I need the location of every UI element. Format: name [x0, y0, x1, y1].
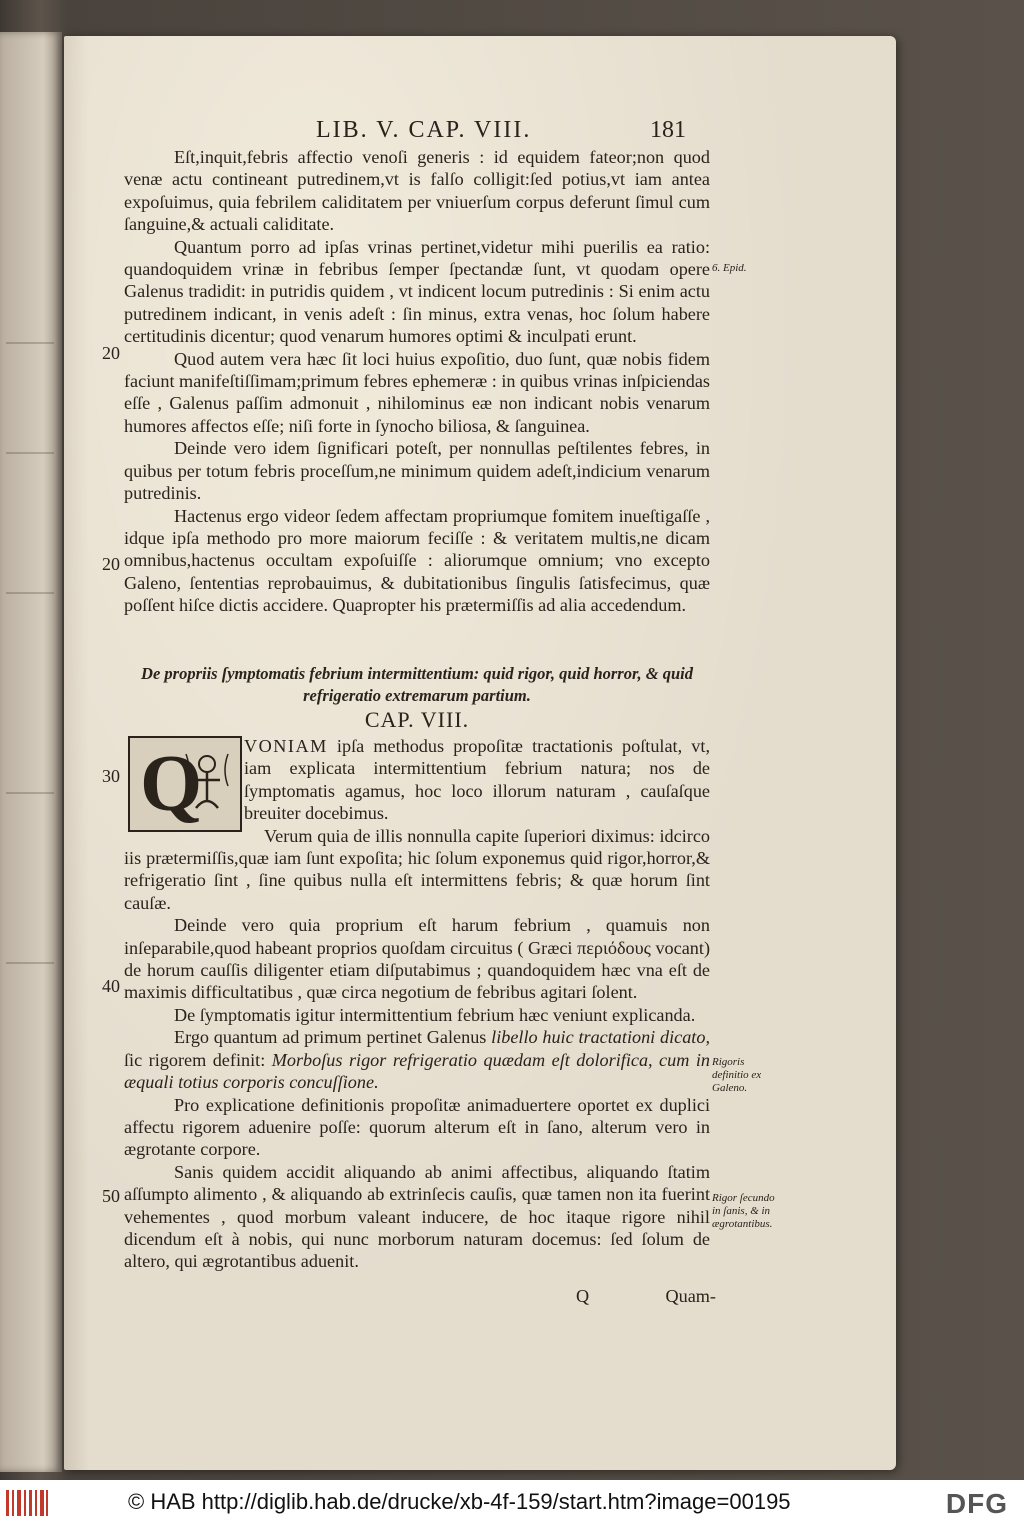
footer-bar — [0, 1480, 1024, 1526]
paragraph: Verum quia de illis nonnulla capite ſuperiori diximus: idcirco iis prætermiſſis,quæ iam ſunt expoſita; hic ſolum exponemus quid rigor,horror,& refrigeratio ſint , ſine quibus nulla eſt intermittens febris; & quæ horum ſint cauſæ. — [124, 825, 710, 913]
line-number: 20 — [102, 343, 120, 363]
show-through-line — [6, 792, 54, 794]
decorated-initial — [128, 736, 242, 832]
paragraph: Pro explicatione definitionis propoſitæ animaduertere oportet ex duplici affectu rigorem aduenire poſſe: quorum alterum eſt in ſano, alterum vero in ægrotante corpore. — [124, 1094, 710, 1160]
running-head-title: LIB. V. CAP. VIII. — [316, 117, 532, 143]
line-number: 20 — [102, 554, 120, 574]
margin-note: Rigoris definitio ex Galeno. — [712, 1056, 762, 1094]
paragraph: Quantum porro ad ipſas vrinas pertinet,videtur mihi puerilis ea ratio: quandoquidem vrinæ in febribus ſemper ſpectandæ ſunt, vt quodam opere Galenus tradidit: in putridis quidem , vt indicent locum putredinis : Si enim actu putredinem indicant, in venis adeſt : ſin minus, extra venas, hoc ſolum habere certitudinis dicentur; quod venarum humores optimi & inculpati erunt. — [124, 236, 710, 347]
show-through-line — [6, 342, 54, 344]
show-through-line — [6, 592, 54, 594]
initial-ornament-icon — [182, 750, 232, 816]
text-run: ſic rigorem definit: — [124, 1049, 272, 1070]
italic-run: libello huic tractationi dicato, — [491, 1027, 710, 1048]
barcode-icon — [6, 1490, 48, 1516]
paragraph: Quod autem vera hæc ſit loci huius expoſitio, duo ſunt, quæ nobis fidem faciunt manifeſtiſſimam;primum febres ephemeræ : in quibus vrinas inſpiciendas eſſe , Galenus paſſim admonuit , nihilominus eæ non indicant nobis venarum humores affectos eſſe; niſi forte in ſynocho biliosa, & ſanguinea. — [124, 348, 710, 436]
copyright-url[interactable]: © HAB http://diglib.hab.de/drucke/xb-4f-159/start.htm?image=00195 — [128, 1489, 791, 1514]
section-heading — [124, 663, 710, 707]
dfg-logo: DFG — [945, 1488, 1008, 1519]
body-text — [124, 146, 710, 617]
margin-note: 6. Epid. — [712, 262, 747, 274]
line-number: 30 — [102, 766, 120, 786]
line-number: 50 — [102, 1186, 120, 1206]
paragraph — [124, 1026, 710, 1093]
chapter-title: CAP. VIII. — [364, 707, 470, 732]
paragraph: Sanis quidem accidit aliquando ab animi affectibus, aliquando ſtatim aſſumpto alimento , & aliquando ab extrinſecis cauſis, quæ tamen non ita fuerint vehementes , quod morbum valeant inducere, de hoc itaque rigore nihil dicendum eſt à nobis, qui nunc morborum naturam docemus: ſed ſolum de altero, qui ægrotantibus aduenit. — [124, 1161, 710, 1272]
catchword: Quam- — [665, 1286, 716, 1306]
section-heading-line: De propriis ſymptomatis febrium intermittentium: quid rigor, quid horror, & quid — [141, 664, 693, 683]
page-number: 181 — [650, 117, 686, 143]
line-number: 40 — [102, 976, 120, 996]
paragraph: Hactenus ergo videor ſedem affectam propriumque fomitem inueſtigaſſe , idque ipſa methodo pro more maiorum feciſſe : & veritatem multis,ne dicam omnibus,hactenus occultam expoſuiſſe : aliorumque omnium; vno excepto Galeno, ſententias reprobauimus, & dubitationibus ſingulis ſatisfecimus, quæ poſſent hiſce dictis accidere. Quapropter his prætermiſſis ad alia accedendum. — [124, 505, 710, 616]
first-paragraph-text: ipſa methodus propoſitæ tractationis poſtulat, vt, iam explicata intermittentium febrium natura; nos de ſymptomatis agamus, hoc loco illorum naturam , cauſaſque breuiter docebimus. — [244, 736, 710, 824]
paragraph: Eſt,inquit,febris affectio venoſi generis : id equidem fateor;non quod venæ actu contineant putredinem,vt is falſo colligit:ſed potius,vt iam antea expoſuimus, quia febrilem caliditatem per vniuerſum corpus deferunt ſimul cum ſanguine,& actuali caliditate. — [124, 147, 710, 235]
show-through-line — [6, 452, 54, 454]
text-run: Ergo quantum ad primum pertinet Galenus — [174, 1027, 492, 1048]
margin-note: Rigor ſecundo in ſanis, & in ægrotantibus. — [712, 1192, 775, 1230]
paragraph: De ſymptomatis igitur intermittentium febrium hæc veniunt explicanda. — [174, 1004, 696, 1025]
facing-page-edge — [0, 32, 62, 1472]
show-through-line — [6, 962, 54, 964]
definition-quote: Morboſus rigor refrigeratio quædam eſt dolorifica, cum in æquali totius corporis concuſſione. — [124, 1049, 710, 1093]
signature-mark: Q — [576, 1286, 590, 1306]
paragraph: Deinde vero idem ſignificari poteſt, per nonnullas peſtilentes febres, in quibus per totum febris proceſſum,ne minimum quidem adeſt,indicium venarum putredinis. — [124, 438, 710, 504]
paragraph: Deinde vero quia proprium eſt harum febrium , quamuis non inſeparabile,quod habeant proprios quoſdam circuitus ( Græci περιόδους vocant) de horum cauſſis diligenter etiam diſputabimus ; quandoquidem hæc vna eſt de maximis difficultatibus , quæ circa negotium de febribus agitari ſolent. — [124, 915, 710, 1003]
initial-letter: Q — [140, 740, 203, 828]
section-heading-line: refrigeratio extremarum partium. — [303, 686, 531, 705]
first-word: VONIAM — [244, 736, 328, 756]
